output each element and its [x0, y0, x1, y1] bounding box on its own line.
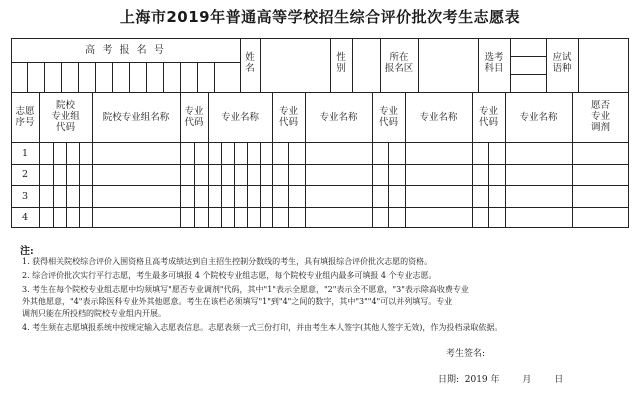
exam-language-label: 应试 语种 [552, 52, 572, 74]
header-group-code: 院校 专业组 代码 [51, 100, 80, 133]
header-seq: 志愿 序号 [15, 106, 35, 128]
header-major-code-2: 专业 代码 [278, 106, 298, 128]
form-title: 上海市2019年普通高等学校招生综合评价批次考生志愿表 [119, 8, 521, 26]
header-major-code-3: 专业 代码 [378, 106, 398, 128]
note-line-3: 3. 考生在每个院校专业组志愿中均须填写"愿否专业调剂"代码，其中"1"表示全愿意，"2"表示全不愿意，"3"表示除高收费专业 [22, 285, 469, 294]
header-major-name-2: 专业名称 [319, 112, 358, 123]
elective-subject-label: 选考 科目 [484, 52, 504, 74]
notes-heading: 注: [20, 246, 34, 257]
note-line-1: 1. 获得相关院校综合评价入围资格且高考成绩达到自主招生控制分数线的考生，具有填报综合评价批次志愿的资格。 [22, 257, 433, 266]
header-major-name-3: 专业名称 [419, 112, 458, 123]
form-table [11, 38, 629, 228]
row-number-2: 2 [21, 169, 29, 180]
row-number-4: 4 [21, 212, 29, 223]
exam-number-label: 高 考 报 名 号 [85, 45, 166, 56]
header-major-name-4: 专业名称 [519, 112, 558, 123]
row-number-3: 3 [21, 191, 29, 202]
note-line-4: 外其他愿意，"4"表示除医科专业外其他愿意。考生在该栏必须填写"1"到"4"之间的数字，其中"3""4"可以并列填写。专业 [22, 297, 453, 306]
header-major-code-1: 专业 代码 [184, 106, 204, 128]
signature-label: 考生签名: [446, 349, 486, 359]
date-label: 日期: 2019 年 月 日 [438, 375, 564, 385]
region-label: 所在 报名区 [384, 52, 414, 74]
header-adjust: 愿否 专业 调剂 [590, 100, 610, 133]
gender-label: 性 别 [336, 52, 346, 74]
note-line-6: 4. 考生须在志愿填报系统中按规定输入志愿表信息。志愿表须一式三份打印，并由考生本人签字(其他人签字无效)，作为投档录取依据。 [22, 323, 503, 332]
header-group-name: 院校专业组名称 [102, 112, 170, 123]
note-line-2: 2. 综合评价批次实行平行志愿，考生最多可填报 4 个院校专业组志愿，每个院校专业组内最多可填报 4 个专业志愿。 [22, 271, 437, 280]
row-number-1: 1 [21, 148, 29, 159]
note-line-5: 调剂只能在所投档的院校专业组内开展。 [22, 309, 166, 318]
header-major-name-1: 专业名称 [220, 112, 259, 123]
header-major-code-4: 专业 代码 [478, 106, 498, 128]
name-label: 姓 名 [245, 52, 255, 74]
